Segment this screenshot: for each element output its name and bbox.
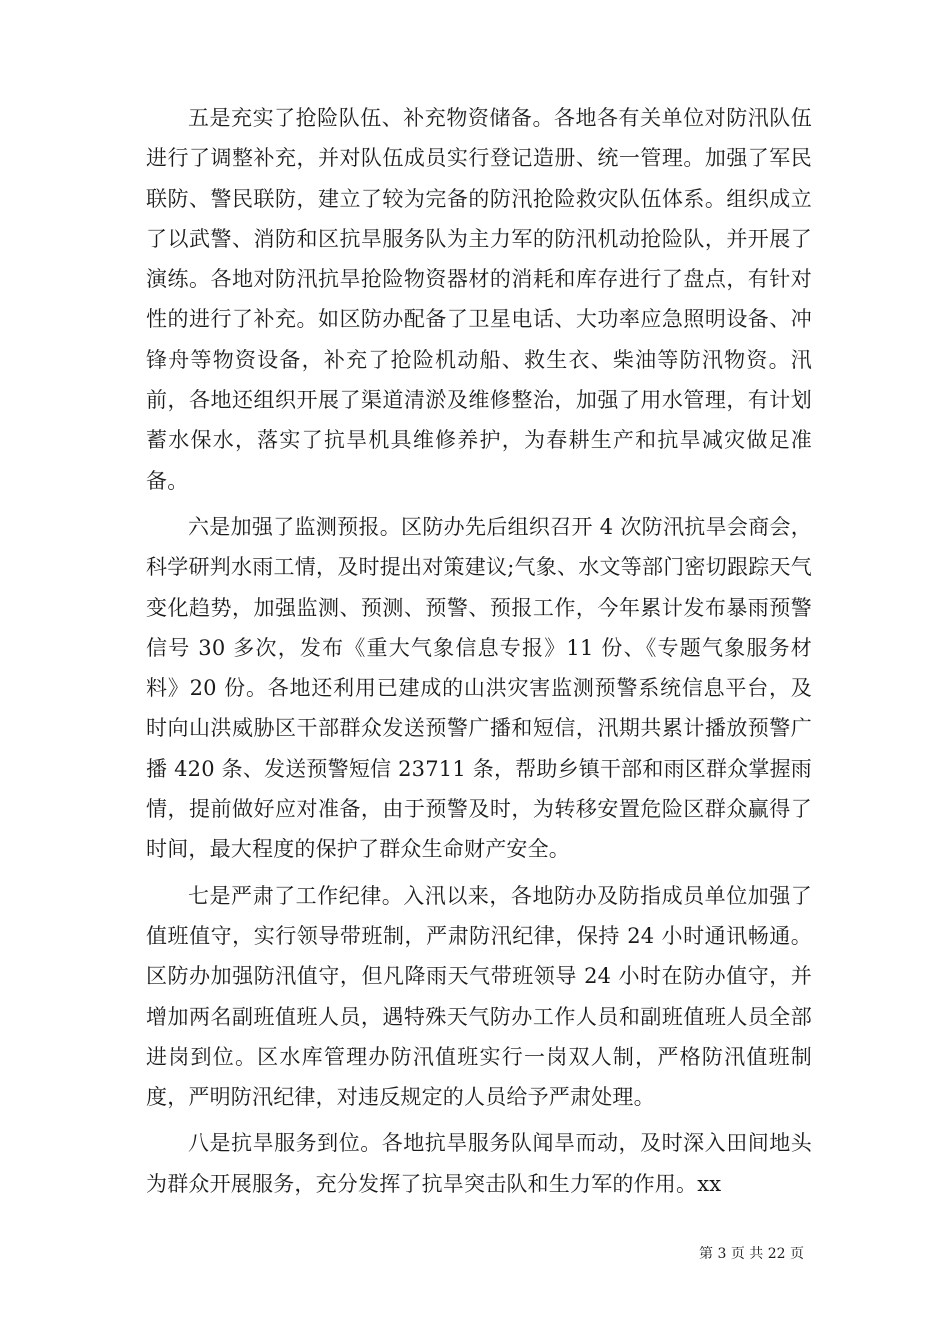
document-body [146,98,812,1204]
paragraph-5-supplies: 五是充实了抢险队伍、补充物资储备。各地各有关单位对防汛队伍进行了调整补充，并对队伍成员实行登记造册、统一管理。加强了军民联防、警民联防，建立了较为完备的防汛抢险救灾队伍体系。组织成立了以武警、消防和区抗旱服务队为主力军的防汛机动抢险队，并开展了演练。各地对防汛抗旱抢险物资器材的消耗和库存进行了盘点，有针对性的进行了补充。如区防办配备了卫星电话、大功率应急照明设备、冲锋舟等物资设备，补充了抢险机动船、救生衣、柴油等防汛物资。汛前，各地还组织开展了渠道清淤及维修整治，加强了用水管理，有计划蓄水保水，落实了抗旱机具维修养护，为春耕生产和抗旱减灾做足准备。 [146,106,812,493]
paragraph-7-discipline: 七是严肃了工作纪律。入汛以来，各地防办及防指成员单位加强了值班值守，实行领导带班制，严肃防汛纪律，保持 24 小时通讯畅通。区防办加强防汛值守，但凡降雨天气带班领导 24 小时在防办值守，并增加两名副班值班人员，遇特殊天气防办工作人员和副班值班人员全部进岗到位。区水库管理办防汛值班实行一岗双人制，严格防汛值班制度，严明防汛纪律，对违反规定的人员给予严肃处理。 [146,883,812,1110]
paragraph-8-drought-service: 八是抗旱服务到位。各地抗旱服务队闻旱而动，及时深入田间地头为群众开展服务，充分发挥了抗旱突击队和生力军的作用。xx [146,1131,812,1196]
page-number: 第 3 页 共 22 页 [699,1246,804,1262]
paragraph-6-monitoring: 六是加强了监测预报。区防办先后组织召开 4 次防汛抗旱会商会，科学研判水雨工情，及时提出对策建议;气象、水文等部门密切跟踪天气变化趋势，加强监测、预测、预警、预报工作，今年累计发布暴雨预警信号 30 多次，发布《重大气象信息专报》11 份、《专题气象服务材料》20 份。各地还利用已建成的山洪灾害监测预警系统信息平台，及时向山洪威胁区干部群众发送预警广播和短信，汛期共累计播放预警广播 420 条、发送预警短信 23711 条，帮助乡镇干部和雨区群众掌握雨情，提前做好应对准备，由于预警及时，为转移安置危险区群众赢得了时间，最大程度的保护了群众生命财产安全。 [146,514,812,862]
